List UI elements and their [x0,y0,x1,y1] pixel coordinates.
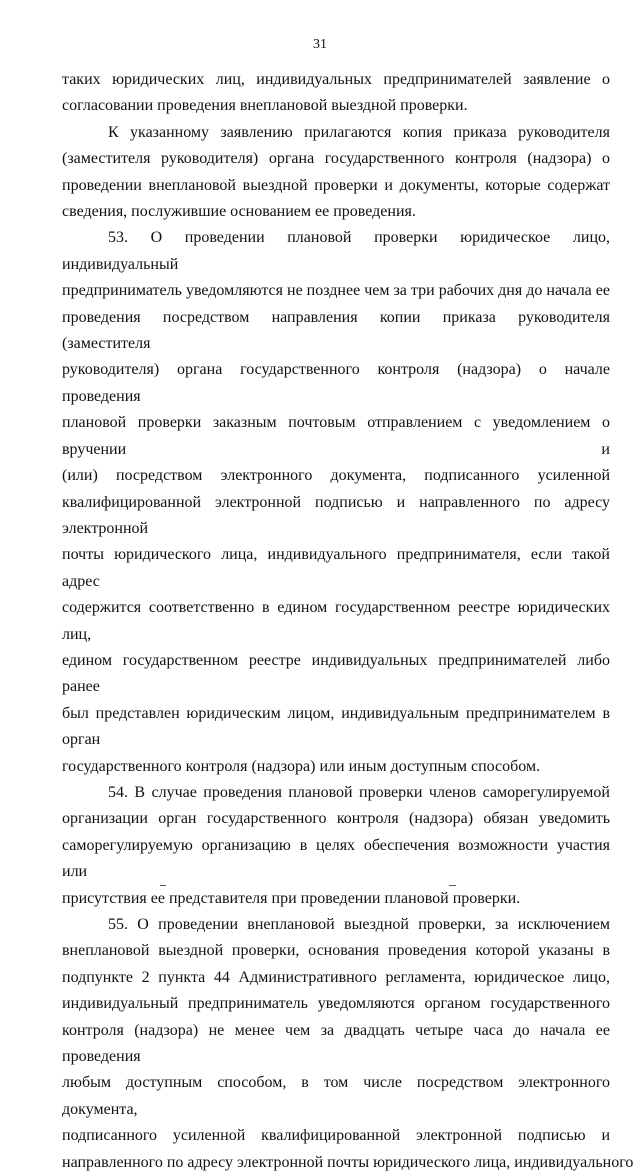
text-line: согласовании проведения внеплановой выездной проверки. [62,97,468,115]
text-line: предприниматель уведомляются не позднее чем за три рабочих дня до начала ее [62,282,610,300]
text-line: (или) посредством электронного документа, подписанного усиленной [62,467,610,485]
page-number: 31 [313,37,327,52]
text-line: сведения, послужившие основанием ее проведения. [62,203,416,221]
text-line: внеплановой выездной проверки, основания проведения которой указаны в [62,942,610,960]
text-line: проведении внеплановой выездной проверки и документы, которые содержат [62,176,610,194]
text-line: индивидуальный предприниматель уведомляются органом государственного [62,995,610,1013]
text-line: 55. О проведении внеплановой выездной проверки, за исключением [108,916,610,933]
text-line: направленного по адресу электронной почты юридического лица, индивидуального [62,1153,634,1171]
text-line: почты юридического лица, индивидуального предпринимателя, если такой адрес [62,546,610,590]
text-line: подпункте 2 пункта 44 Административного регламента, юридическое лицо, [62,968,610,986]
paragraph [62,120,610,226]
text-line: любым доступным способом, в том числе посредством электронного документа, [62,1074,610,1118]
text-line: проведения посредством направления копии приказа руководителя (заместителя [62,308,610,353]
paragraph [62,780,610,912]
text-line: квалифицированной электронной подписью и направленного по адресу электронной [62,493,610,537]
text-line: был представлен юридическим лицом, индивидуальным предпринимателем в орган [62,704,610,749]
text-line: плановой проверки заказным почтовым отправлением с уведомлением о вручении и [62,414,610,458]
text-line: организации орган государственного контроля (надзора) обязан уведомить [62,810,610,828]
text-line: 53. О проведении плановой проверки юридическое лицо, индивидуальный [62,229,610,273]
text-line: контроля (надзора) не менее чем за двадцать четыре часа до начала ее проведения [62,1021,610,1066]
text-line: подписанного усиленной квалифицированной электронной подписью и [62,1127,610,1145]
paragraph [62,912,634,1176]
text-line: таких юридических лиц, индивидуальных предпринимателей заявление о [62,71,610,88]
text-line: присутствия ее представителя при проведении плановой проверки. [62,889,521,907]
text-line: содержится соответственно в едином государственном реестре юридических лиц, [62,599,610,643]
text-line: (заместителя руководителя) органа государственного контроля (надзора) о [62,150,610,168]
text-line: К указанному заявлению прилагаются копия приказа руководителя [108,123,610,141]
text-line: саморегулируемую организацию в целях обеспечения возможности участия или [62,836,610,881]
text-line: руководителя) органа государственного контроля (надзора) о начале проведения [62,361,610,405]
text-line: 54. В случае проведения плановой проверки членов саморегулируемой [108,783,610,801]
paragraph [62,225,610,780]
document-body [62,67,634,1176]
scan-mark-right [449,885,456,886]
scan-mark-left [160,885,166,886]
paragraph [62,67,610,120]
text-line: едином государственном реестре индивидуальных предпринимателей либо ранее [62,651,610,696]
text-line: государственного контроля (надзора) или иным доступным способом. [62,757,541,775]
